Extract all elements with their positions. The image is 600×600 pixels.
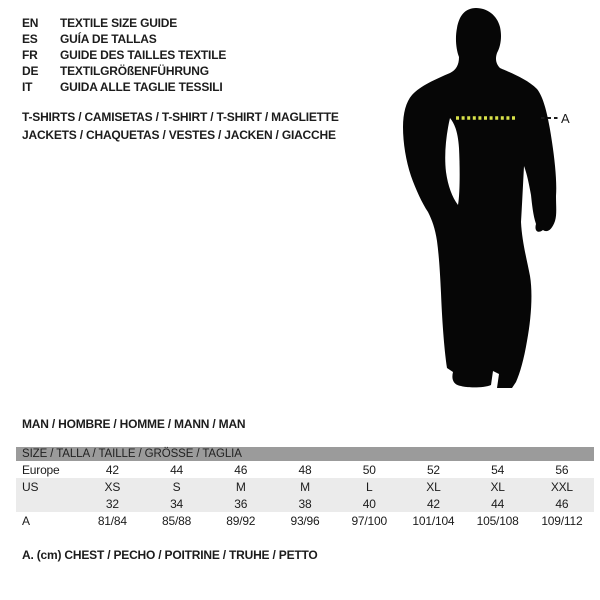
table-row-chest [16,512,594,529]
size-cell: 89/92 [226,513,256,528]
category-line-tshirts: T-SHIRTS / CAMISETAS / T-SHIRT / T-SHIRT / MAGLIETTE [22,110,339,124]
measurement-figure [398,6,573,392]
measure-label-a: A [561,111,570,126]
size-cell: 44 [170,462,184,477]
size-cell: M [209,478,273,495]
size-cell: XL [466,478,530,495]
size-cell: 101/104 [412,513,455,528]
size-cell: 44 [466,495,530,512]
size-cell: S [144,478,208,495]
table-header-row [16,447,594,461]
size-cell: 32 [80,495,144,512]
size-cell: 46 [234,462,248,477]
language-label: TEXTILGRÖßENFÜHRUNG [60,64,209,78]
size-table [16,447,594,529]
language-label: TEXTILE SIZE GUIDE [60,16,178,30]
size-cell: XS [80,478,144,495]
language-label: GUÍA DE TALLAS [60,32,157,46]
table-row-europe [16,461,594,478]
language-row [22,63,226,79]
language-code: DE [22,64,39,78]
language-row [22,15,226,31]
language-row [22,47,226,63]
size-cell: 109/112 [541,513,583,528]
size-cell: 93/96 [290,513,320,528]
size-cell: 50 [362,462,376,477]
size-cell: 38 [273,495,337,512]
size-cell: 48 [298,462,312,477]
size-cell: 34 [144,495,208,512]
garment-categories [22,109,339,144]
language-code: ES [22,32,38,46]
section-title: MAN / HOMBRE / HOMME / MANN / MAN [22,417,246,431]
size-cell: 97/100 [351,513,387,528]
size-cell: 40 [337,495,401,512]
table-row-us [16,478,594,495]
size-cell: 42 [105,462,119,477]
man-silhouette-svg [398,6,573,392]
language-code: EN [22,16,39,30]
language-list [22,15,226,95]
row-label: Europe [22,462,60,477]
row-label [16,495,80,512]
language-label: GUIDA ALLE TAGLIE TESSILI [60,80,223,94]
size-cell: 81/84 [97,513,127,528]
size-cell: 56 [555,462,569,477]
table-row-numeric [16,495,594,512]
category-line-jackets: JACKETS / CHAQUETAS / VESTES / JACKEN / GIACCHE [22,127,336,142]
size-cell: 46 [530,495,594,512]
size-cell: 52 [426,462,440,477]
size-cell: 54 [491,462,505,477]
language-code: FR [22,48,38,62]
language-row [22,79,226,95]
row-label: US [16,478,80,495]
table-header: SIZE / TALLA / TAILLE / GRÖSSE / TAGLIA [16,447,594,461]
language-row [22,31,226,47]
size-cell: 36 [209,495,273,512]
footnote: A. (cm) CHEST / PECHO / POITRINE / TRUHE / PETTO [22,548,318,562]
language-code: IT [22,80,33,94]
size-cell: 105/108 [476,513,519,528]
row-label: A [22,513,30,528]
size-cell: 85/88 [162,513,192,528]
size-cell: 42 [401,495,465,512]
size-cell: L [337,478,401,495]
size-cell: M [273,478,337,495]
language-label: GUIDE DES TAILLES TEXTILE [60,48,227,62]
size-cell: XL [401,478,465,495]
size-cell: XXL [530,478,594,495]
man-silhouette [403,8,556,388]
